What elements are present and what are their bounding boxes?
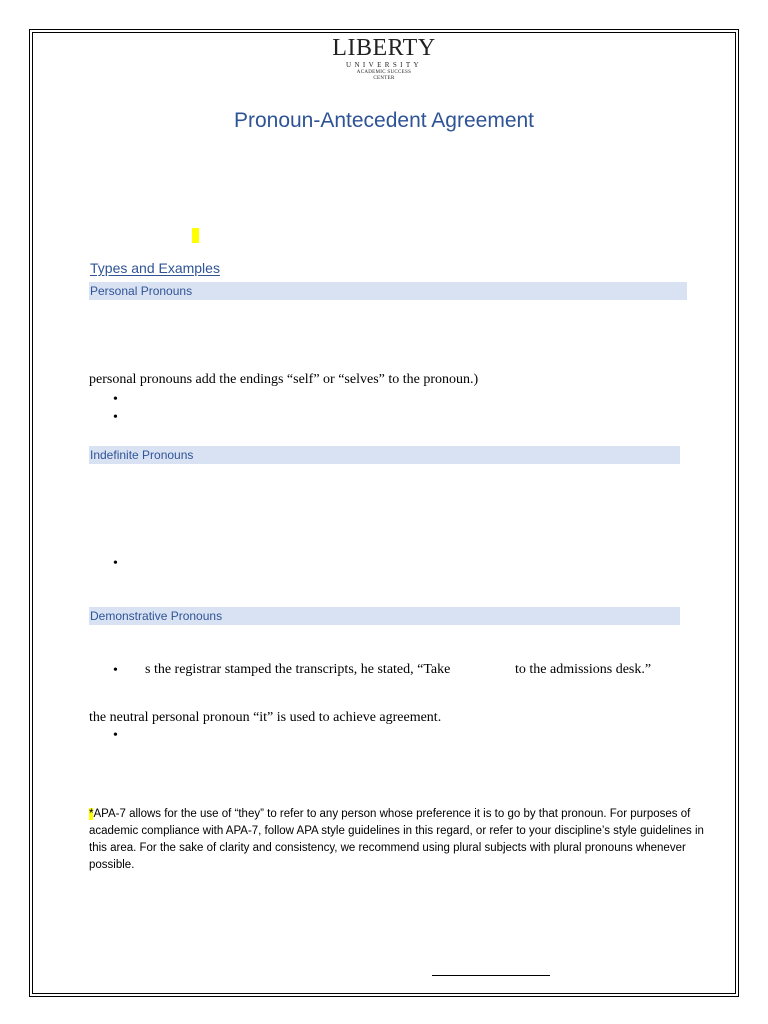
types-heading: Types and Examples xyxy=(90,260,220,276)
personal-pronouns-heading: Personal Pronouns xyxy=(89,282,687,300)
neutral-pronoun-line: the neutral personal pronoun “it” is used to achieve agreement. xyxy=(89,710,442,725)
bullet-marker: • xyxy=(113,728,118,743)
personal-pronouns-line: personal pronouns add the endings “self” or “selves” to the pronoun.) xyxy=(89,372,479,387)
highlight-mark xyxy=(192,228,199,243)
demonstrative-pronouns-heading: Demonstrative Pronouns xyxy=(89,607,680,625)
liberty-logo xyxy=(0,36,768,82)
bullet-marker: • xyxy=(113,663,118,678)
apa-footnote xyxy=(89,806,709,874)
demonstrative-example-part2: to the admissions desk.” xyxy=(515,662,652,677)
bullet-marker: • xyxy=(113,392,118,407)
bullet-marker: • xyxy=(113,410,118,425)
logo-tag-line2: CENTER xyxy=(373,76,395,81)
indefinite-pronouns-heading: Indefinite Pronouns xyxy=(89,446,680,464)
document-title: Pronoun-Antecedent Agreement xyxy=(233,109,535,132)
logo-title: LIBERTY xyxy=(332,35,436,61)
bottom-rule xyxy=(432,975,550,976)
footnote-star: * xyxy=(89,808,94,820)
footnote-text: APA-7 allows for the use of “they” to refer to any person whose preference it is to go by that pronoun. For purposes of academic compliance with APA-7, follow APA style guidelines in this regard, or refer to your discipline’s style guidelines in this area. For the sake of clarity and consistency, we recommend using plural subjects with plural pronouns whenever possible. xyxy=(89,808,704,871)
logo-subtitle: UNIVERSITY xyxy=(346,61,422,69)
demonstrative-example-part1: s the registrar stamped the transcripts, he stated, “Take xyxy=(145,662,451,677)
logo-tag-line1: ACADEMIC SUCCESS xyxy=(356,70,412,75)
bullet-marker: • xyxy=(113,556,118,571)
